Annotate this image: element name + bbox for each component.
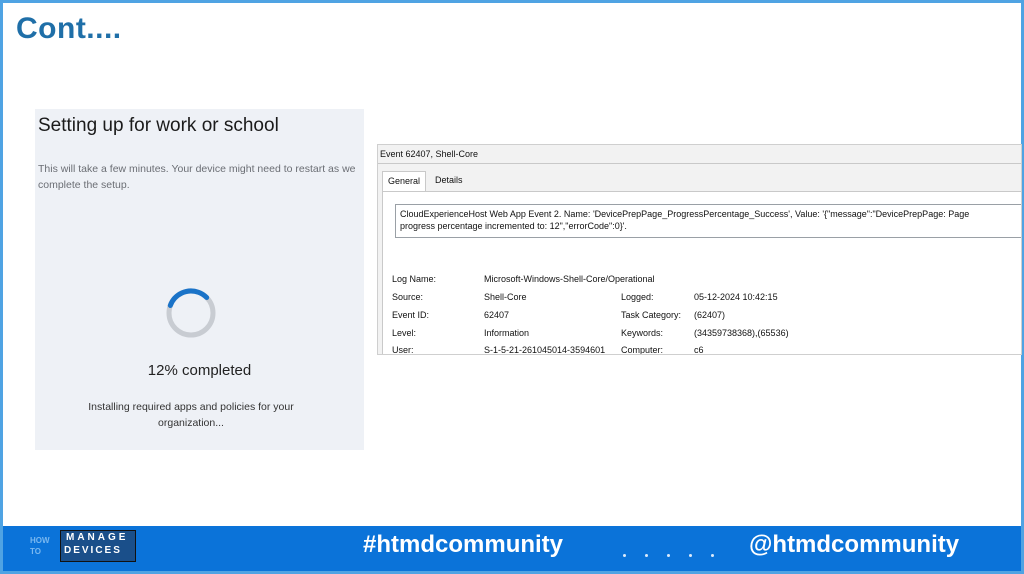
slide-title: Cont....	[16, 12, 122, 45]
tab-general-body	[382, 191, 1021, 354]
tab-details[interactable]: Details	[435, 175, 463, 185]
divider	[378, 163, 1021, 164]
logged-label: Logged:	[621, 292, 654, 302]
event-message-line1: CloudExperienceHost Web App Event 2. Name: 'DevicePrepPage_ProgressPercentage_Success', Value: '{"message":"DevicePrepPage: Page	[400, 209, 970, 219]
logged-value: 05-12-2024 10:42:15	[694, 292, 778, 302]
installing-text: Installing required apps and policies for your organization...	[88, 401, 294, 429]
setup-description: This will take a few minutes. Your device might need to restart as we complete the setup.	[38, 163, 356, 191]
setup-heading: Setting up for work or school	[38, 115, 279, 136]
keywords-label: Keywords:	[621, 328, 664, 338]
event-viewer-panel	[377, 144, 1022, 355]
event-title: Event 62407, Shell-Core	[380, 149, 479, 159]
event-message-line2: progress percentage incremented to: 12","errorCode":0}'.	[400, 221, 627, 231]
handle-text: @htmdcommunity	[749, 531, 960, 558]
log-name-value: Microsoft-Windows-Shell-Core/Operational	[484, 274, 655, 284]
footer-bar	[3, 526, 1021, 571]
tab-general[interactable]: General	[382, 171, 426, 191]
computer-label: Computer:	[621, 345, 664, 355]
logo-how-to: HOW TO	[30, 536, 50, 556]
event-message-box[interactable]	[395, 204, 1022, 238]
progress-text: 12% completed	[147, 362, 252, 379]
logo-devices: DEVICES	[64, 545, 122, 556]
computer-value: c6	[694, 345, 704, 355]
user-value: S-1-5-21-261045014-3594601	[484, 345, 606, 355]
event-id-label: Event ID:	[392, 310, 430, 320]
level-label: Level:	[392, 328, 417, 338]
hashtag-text: #htmdcommunity	[363, 531, 564, 558]
level-value: Information	[484, 328, 530, 338]
logo-manage: MANAGE	[66, 532, 129, 543]
task-category-label: Task Category:	[621, 310, 682, 320]
source-label: Source:	[392, 292, 424, 302]
user-label: User:	[392, 345, 414, 355]
keywords-value: (34359738368),(65536)	[694, 328, 789, 338]
event-id-value: 62407	[484, 310, 510, 320]
progress-spinner-icon	[165, 287, 217, 339]
setup-panel	[35, 109, 364, 450]
source-value: Shell-Core	[484, 292, 527, 302]
task-category-value: (62407)	[694, 310, 726, 320]
log-name-label: Log Name:	[392, 274, 437, 284]
htmd-logo	[30, 529, 142, 565]
